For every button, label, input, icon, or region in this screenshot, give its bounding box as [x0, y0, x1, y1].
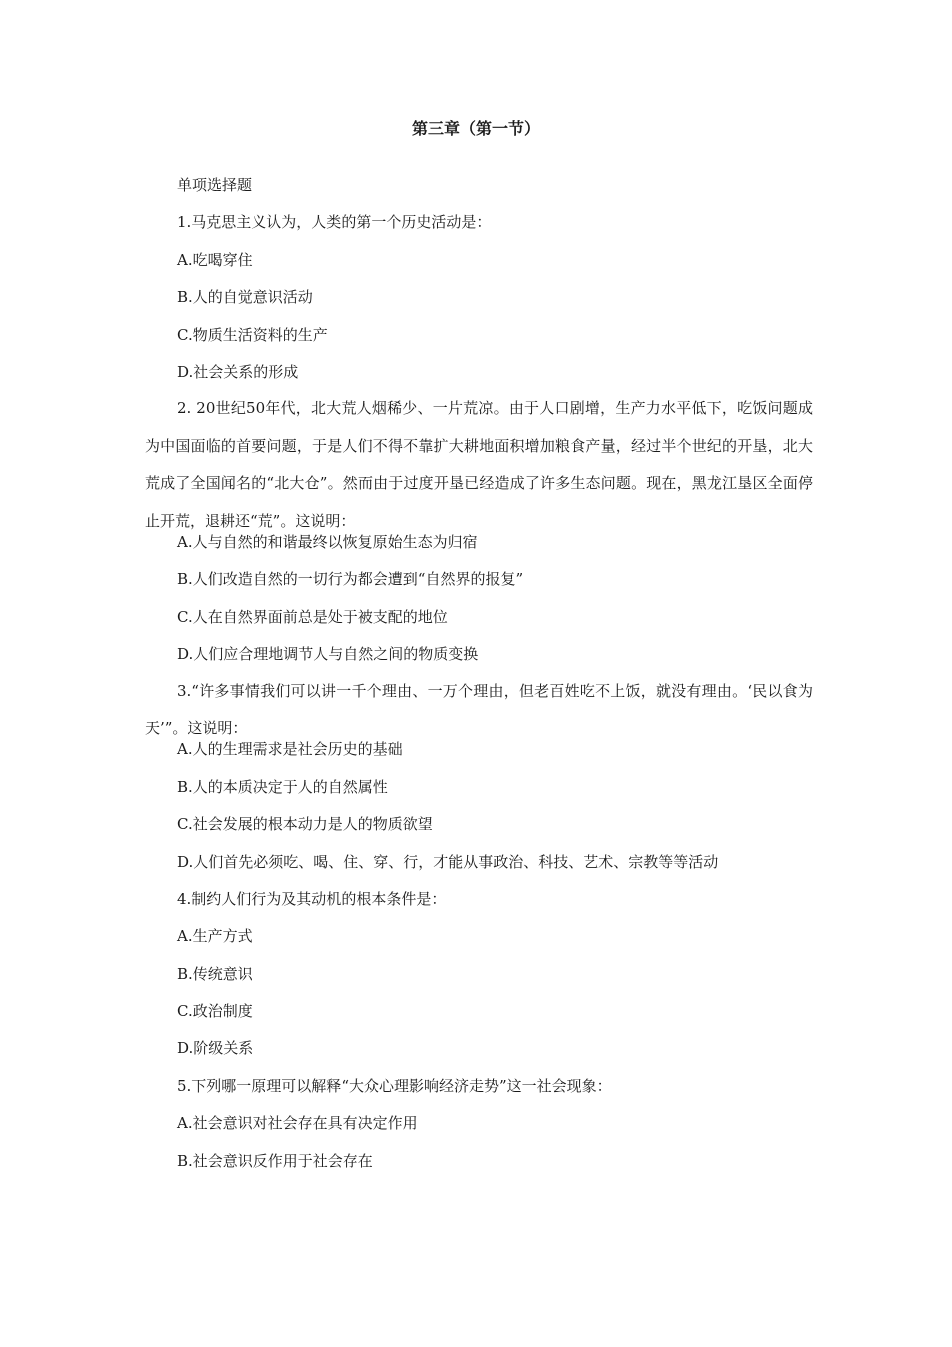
- question-5-option-b: B.社会意识反作用于社会存在: [177, 1151, 373, 1170]
- question-5-stem: 5.下列哪一原理可以解释“大众心理影响经济走势”这一社会现象：: [177, 1076, 612, 1095]
- question-1-option-a: A.吃喝穿住: [177, 250, 253, 269]
- question-2-option-b: B.人们改造自然的一切行为都会遭到“自然界的报复”: [177, 570, 524, 589]
- question-4-stem: 4.制约人们行为及其动机的根本条件是：: [177, 889, 447, 908]
- question-3-option-d: D.人们首先必须吃、喝、住、穿、行，才能从事政治、科技、艺术、宗教等等活动: [177, 852, 719, 871]
- question-1-option-b: B.人的自觉意识活动: [177, 288, 313, 307]
- question-3-stem: 3.“许多事情我们可以讲一千个理由、一万个理由，但老百姓吃不上饭，就没有理由。‘民以食为天’”。这说明：: [145, 681, 813, 737]
- question-3-option-a: A.人的生理需求是社会历史的基础: [177, 740, 403, 759]
- question-4-option-c: C.政治制度: [177, 1002, 253, 1021]
- chapter-title: 第三章（第一节）: [411, 119, 540, 138]
- question-4-option-a: A.生产方式: [177, 927, 253, 946]
- question-2-option-d: D.人们应合理地调节人与自然之间的物质变换: [177, 645, 479, 664]
- section-heading: 单项选择题: [177, 176, 253, 194]
- question-list: [145, 175, 813, 1188]
- question-5-option-a: A.社会意识对社会存在具有决定作用: [177, 1114, 418, 1133]
- question-1-stem: 1.马克思主义认为，人类的第一个历史活动是：: [177, 213, 492, 232]
- question-3-option-c: C.社会发展的根本动力是人的物质欲望: [177, 815, 433, 834]
- question-2-option-c: C.人在自然界面前总是处于被支配的地位: [177, 607, 448, 626]
- question-1-option-d: D.社会关系的形成: [177, 362, 299, 381]
- question-3-option-b: B.人的本质决定于人的自然属性: [177, 777, 388, 796]
- question-2-stem: 2. 20世纪50年代，北大荒人烟稀少、一片荒凉。由于人口剧增，生产力水平低下，吃饭问题成为中国面临的首要问题，于是人们不得不靠扩大耕地面积增加粮食产量，经过半个世纪的开垦，北大荒成了全国闻名的“北大仓”。然而由于过度开垦已经造成了许多生态问题。现在，黑龙江垦区全面停止开荒，退耕还“荒”。这说明：: [145, 399, 813, 530]
- question-4-option-b: B.传统意识: [177, 964, 253, 983]
- question-2-option-a: A.人与自然的和谐最终以恢复原始生态为归宿: [177, 532, 478, 551]
- question-1-option-c: C.物质生活资料的生产: [177, 325, 328, 344]
- question-4-option-d: D.阶级关系: [177, 1039, 254, 1058]
